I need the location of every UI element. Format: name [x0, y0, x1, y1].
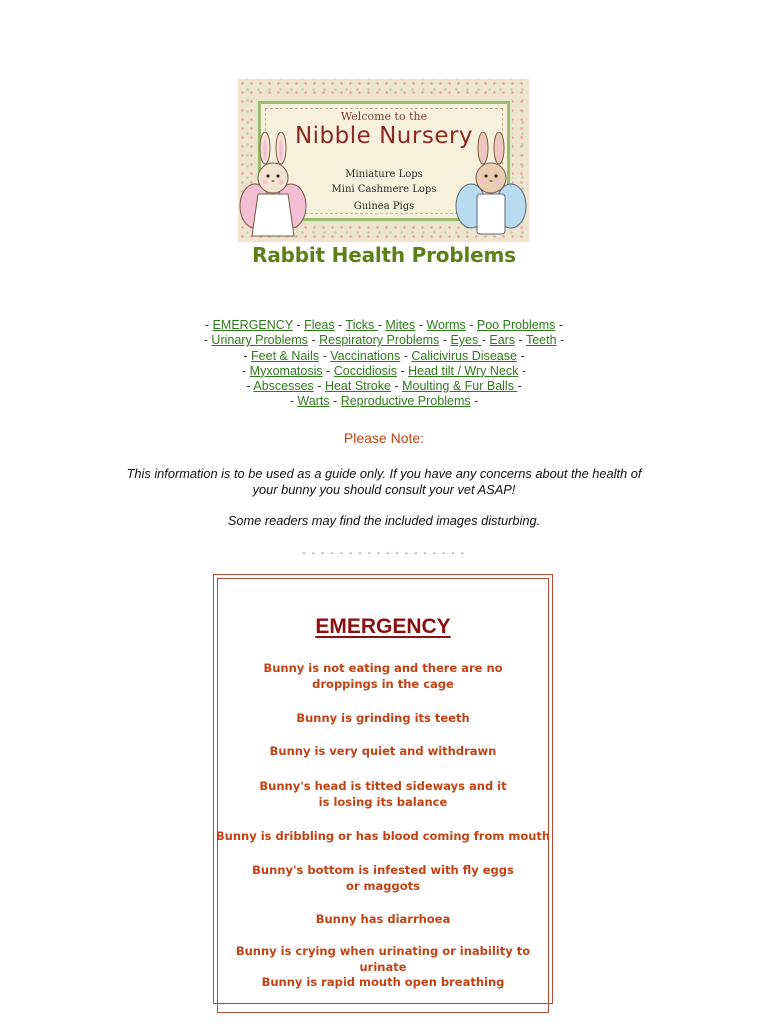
emergency-heading: EMERGENCY — [315, 615, 451, 638]
link-ears[interactable]: Ears — [489, 333, 516, 348]
link-vaccinations[interactable]: Vaccinations — [330, 348, 401, 363]
disclaimer-line-1: This information is to be used as a guide only. If you have any concerns about the health of — [126, 466, 642, 481]
emergency-item: Bunny has diarrhoea — [315, 912, 451, 926]
nav-row: - Abscesses - Heat Stroke - Moulting & Fur Balls - — [246, 379, 522, 394]
page-title: Rabbit Health Problems — [252, 243, 516, 267]
link-emergency[interactable]: EMERGENCY — [212, 318, 293, 332]
nav-row: - EMERGENCY - Fleas - Ticks - Mites - Worms - Poo Problems - — [204, 318, 564, 332]
link-mites[interactable]: Mites — [385, 318, 416, 332]
banner-line-3: Guinea Pigs — [353, 201, 415, 212]
bunny-pink-wings-icon — [238, 132, 308, 240]
link-feet-nails[interactable]: Feet & Nails — [251, 348, 320, 363]
disclaimer-text — [0, 466, 768, 498]
link-ticks[interactable]: Ticks — [345, 318, 378, 332]
nav-row: - Warts - Reproductive Problems - — [289, 394, 479, 409]
emergency-item: Bunny is not eating and there are no droppings in the cage — [263, 661, 503, 691]
link-warts[interactable]: Warts — [297, 394, 330, 409]
nav-row: - Myxomatosis - Coccidiosis - Head tilt / Wry Neck - — [242, 363, 526, 378]
link-myxomatosis[interactable]: Myxomatosis — [249, 363, 323, 378]
nibble-nursery-banner — [238, 79, 529, 242]
banner-line-2: Mini Cashmere Lops — [331, 184, 437, 195]
emergency-item: Bunny is dribbling or has blood coming from mouth — [215, 829, 551, 843]
emergency-item: Bunny is very quiet and withdrawn — [269, 744, 497, 758]
link-reproductive-problems[interactable]: Reproductive Problems — [340, 394, 471, 409]
link-worms[interactable]: Worms — [426, 318, 466, 332]
emergency-box — [213, 574, 553, 1004]
link-eyes[interactable]: Eyes — [450, 333, 482, 348]
link-moulting-fur-balls[interactable]: Moulting & Fur Balls — [402, 379, 518, 394]
link-head-tilt[interactable]: Head tilt / Wry Neck — [408, 363, 519, 378]
emergency-item: Bunny's bottom is infested with fly eggs or maggots — [252, 863, 514, 893]
link-respiratory-problems[interactable]: Respiratory Problems — [319, 333, 440, 348]
disclaimer-line-2: your bunny you should consult your vet ASAP! — [252, 482, 516, 497]
images-warning: Some readers may find the included images disturbing. — [227, 513, 541, 528]
banner-welcome: Welcome to the — [340, 110, 428, 123]
topic-navigation — [0, 318, 768, 410]
dotted-divider: - - - - - - - - - - - - - - - - - - — [302, 548, 466, 559]
emergency-item: Bunny's head is titted sideways and it is losing its balance — [259, 779, 507, 809]
link-poo-problems[interactable]: Poo Problems — [476, 318, 556, 332]
bunny-blue-wings-icon — [453, 132, 529, 240]
emergency-item: Bunny is rapid mouth open breathing — [261, 975, 505, 989]
emergency-item: Bunny is crying when urinating or inability to urinate — [235, 944, 531, 974]
link-teeth[interactable]: Teeth — [525, 333, 557, 348]
banner-nursery-name: Nibble Nursery — [294, 123, 474, 149]
link-urinary-problems[interactable]: Urinary Problems — [211, 333, 308, 348]
link-heat-stroke[interactable]: Heat Stroke — [324, 379, 391, 394]
link-fleas[interactable]: Fleas — [304, 318, 335, 332]
nav-row: - Urinary Problems - Respiratory Problems - Eyes - Ears - Teeth - — [203, 333, 565, 348]
link-abscesses[interactable]: Abscesses — [253, 379, 314, 394]
banner-line-1: Miniature Lops — [345, 169, 423, 180]
nav-row: - Feet & Nails - Vaccinations - Calicivirus Disease - — [243, 348, 525, 363]
link-coccidiosis[interactable]: Coccidiosis — [333, 363, 397, 378]
please-note-heading: Please Note: — [343, 430, 425, 446]
link-calicivirus-disease[interactable]: Calicivirus Disease — [411, 348, 517, 363]
emergency-item: Bunny is grinding its teeth — [296, 711, 470, 725]
